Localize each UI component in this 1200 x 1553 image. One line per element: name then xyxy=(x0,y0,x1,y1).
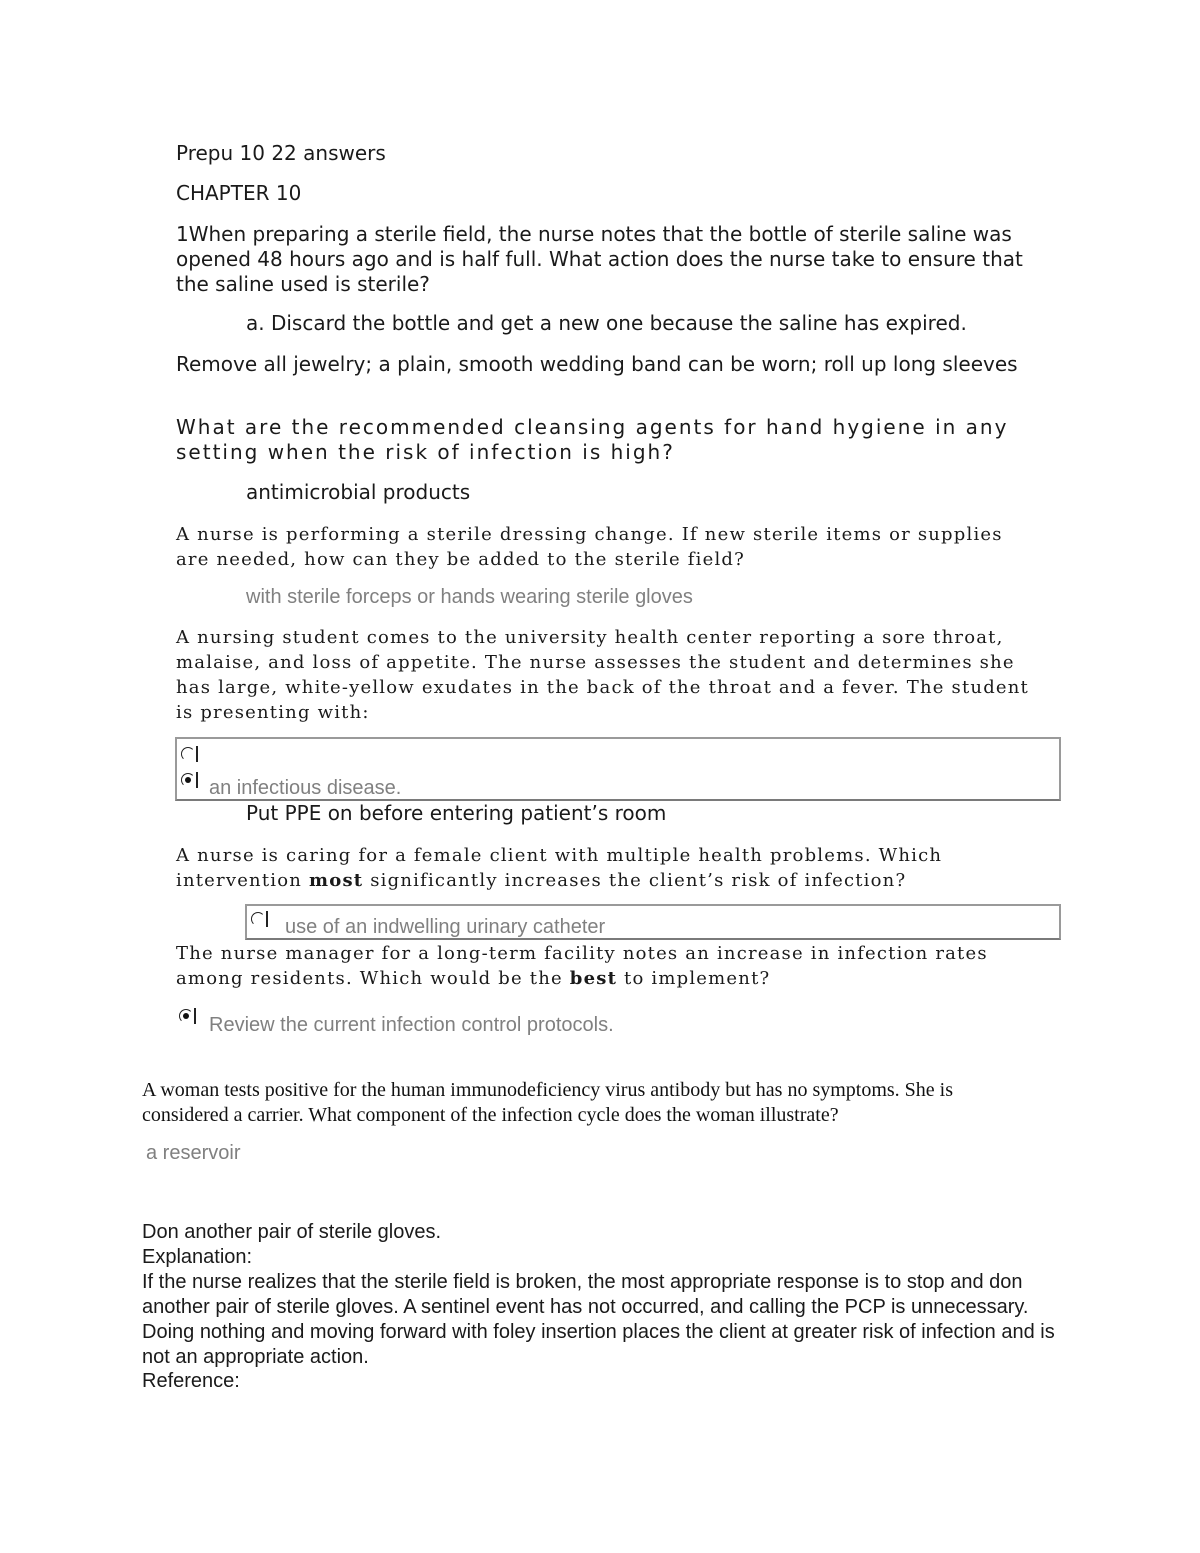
question-5-emphasis: most xyxy=(309,870,364,891)
question-5-text-end: significantly increases the client’s risk of infection? xyxy=(363,870,907,891)
question-6-text-start: The nurse manager for a long-term facility notes an increase in infection rates among residents. Which would be the xyxy=(176,943,988,989)
explanation-label: Explanation: xyxy=(142,1246,253,1268)
question-5-text-start: A nurse is caring for a female client with multiple health problems. Which intervention xyxy=(176,845,943,891)
option-radio-unselected[interactable] xyxy=(251,910,268,928)
question-4-options-box xyxy=(175,737,1061,801)
option-radio-selected[interactable] xyxy=(181,771,198,789)
jewelry-note: Remove all jewelry; a plain, smooth wedding band can be worn; roll up long sleeves xyxy=(176,352,1018,376)
question-6-text xyxy=(176,941,1046,991)
question-5-options-box xyxy=(245,904,1061,940)
chapter-heading: CHAPTER 10 xyxy=(176,181,302,205)
option-radio-unselected[interactable] xyxy=(181,745,198,763)
question-6-emphasis: best xyxy=(569,968,618,989)
page-title: Prepu 10 22 answers xyxy=(176,141,386,165)
question-5-answer: use of an indwelling urinary catheter xyxy=(285,916,606,938)
question-1-text: 1When preparing a sterile field, the nurse notes that the bottle of sterile saline was opened 48 hours ago and is half full. What action does the nurse take to ensure that the saline used is sterile? xyxy=(176,222,1023,296)
explanation-answer: Don another pair of sterile gloves. xyxy=(142,1221,442,1243)
ppe-note: Put PPE on before entering patient’s room xyxy=(246,801,667,825)
question-3-text: A nurse is performing a sterile dressing change. If new sterile items or supplies are needed, how can they be added to the sterile field? xyxy=(176,524,1003,570)
question-6-text-end: to implement? xyxy=(617,968,771,989)
question-2-text: What are the recommended cleansing agents for hand hygiene in any setting when the risk of infection is high? xyxy=(176,415,1009,464)
option-radio-selected[interactable] xyxy=(179,1007,196,1025)
question-7-text: A woman tests positive for the human immunodeficiency virus antibody but has no symptoms. She is considered a carrier. What component of the infection cycle does the woman illustrate? xyxy=(142,1079,954,1126)
question-2-answer: antimicrobial products xyxy=(246,480,471,504)
explanation-text: If the nurse realizes that the sterile field is broken, the most appropriate response is to stop and don another pair of sterile gloves. A sentinel event has not occurred, and calling the PCP is unnecessary. Doing nothing and moving forward with foley insertion places the client at greater risk of infection and is not an appropriate action. xyxy=(142,1271,1055,1368)
reference-label: Reference: xyxy=(142,1370,240,1392)
question-5-text xyxy=(176,843,1036,893)
question-4-text: A nursing student comes to the university health center reporting a sore throat, malaise, and loss of appetite. The nurse assesses the student and determines she has large, white-yellow exudates in the back of the throat and a fever. The student is presenting with: xyxy=(176,627,1029,723)
question-6-answer: Review the current infection control protocols. xyxy=(209,1014,614,1036)
radio-empty-icon xyxy=(181,747,195,761)
question-3-answer: with sterile forceps or hands wearing sterile gloves xyxy=(246,586,693,608)
question-1-answer: a. Discard the bottle and get a new one because the saline has expired. xyxy=(246,311,967,335)
radio-filled-icon xyxy=(181,773,195,787)
question-7-answer: a reservoir xyxy=(146,1142,241,1164)
radio-empty-icon xyxy=(251,912,265,926)
radio-filled-icon xyxy=(179,1009,193,1023)
question-4-answer: an infectious disease. xyxy=(209,777,402,799)
